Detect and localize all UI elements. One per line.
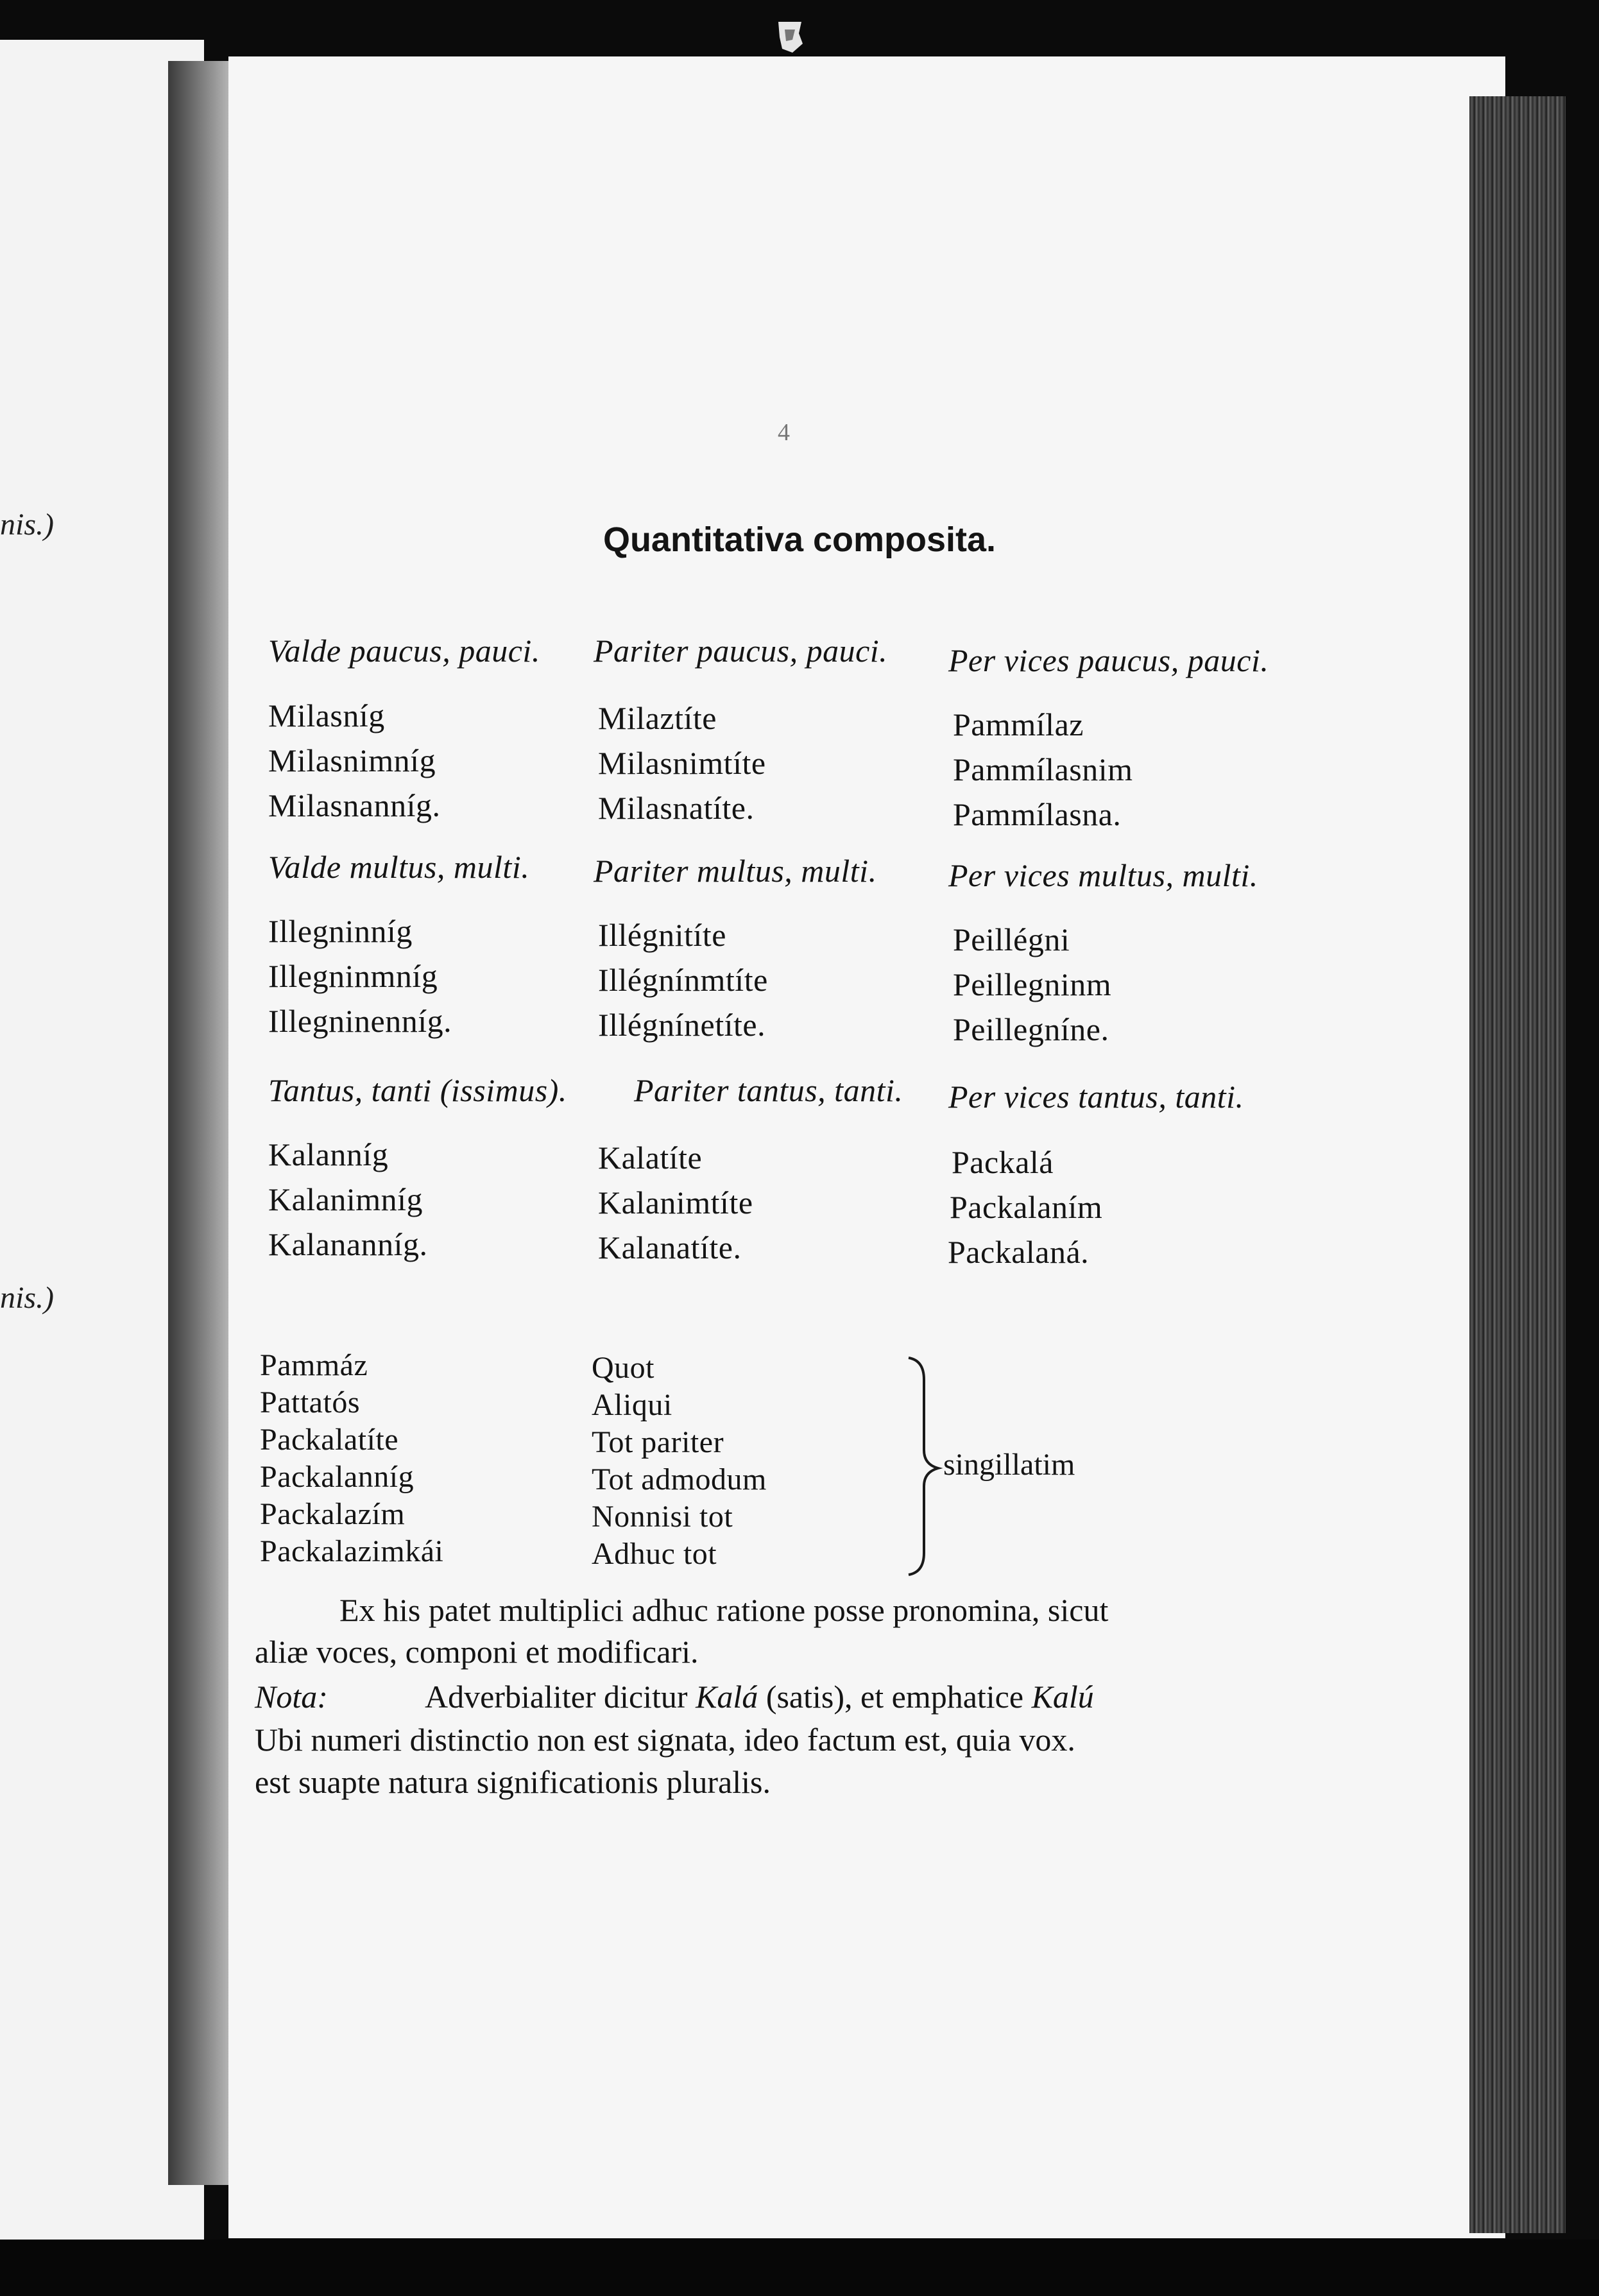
- paragraph-line: Ubi numeri distinctio non est signata, ideo factum est, quia vox.: [255, 1722, 1075, 1758]
- nota-term: Kalú: [1031, 1679, 1094, 1715]
- paragraph-line: aliæ voces, componi et modificari.: [255, 1634, 699, 1670]
- book-page: [228, 56, 1505, 2238]
- page-edges: [1469, 96, 1566, 2233]
- table-cell: Peillegníne.: [953, 1011, 1109, 1047]
- paragraph-line: [255, 1678, 1313, 1715]
- paragraph-line: [255, 1591, 1313, 1629]
- table-cell: Milasnanníg.: [268, 787, 441, 823]
- nota-label: Nota:: [255, 1679, 328, 1715]
- list-item: Pattatós: [260, 1385, 360, 1419]
- section-heading: Tantus, tanti (issimus).: [268, 1072, 567, 1108]
- table-cell: Packalaním: [950, 1189, 1103, 1225]
- list-item: Packalanníg: [260, 1460, 415, 1494]
- table-cell: Kalanatíte.: [598, 1229, 742, 1265]
- table-cell: Kalanimníg: [268, 1181, 423, 1217]
- list-gloss: Quot: [592, 1351, 654, 1385]
- table-cell: Illegninenníg.: [268, 1003, 452, 1039]
- table-cell: Kalanimtíte: [598, 1185, 753, 1221]
- nota-text: (satis), et emphatice: [765, 1679, 1024, 1715]
- table-cell: Milasnimníg: [268, 742, 436, 778]
- bracket-icon: [905, 1354, 943, 1579]
- list-gloss: Aliqui: [592, 1388, 672, 1422]
- table-cell: Milasnimtíte: [598, 745, 766, 781]
- table-cell: Packalaná.: [948, 1234, 1090, 1270]
- section-heading: Pariter multus, multi.: [594, 853, 877, 889]
- section-heading: Pariter tantus, tanti.: [634, 1072, 903, 1108]
- scan-border: [0, 2240, 1599, 2296]
- section-heading: Valde paucus, pauci.: [268, 633, 540, 669]
- nota-text: Adverbialiter dicitur: [425, 1679, 688, 1715]
- bracket-label: singillatim: [943, 1448, 1075, 1482]
- table-cell: Illegninníg: [268, 913, 413, 949]
- binding-clip-icon: [773, 18, 807, 55]
- list-gloss: Adhuc tot: [592, 1537, 717, 1571]
- table-cell: Kalatíte: [598, 1140, 703, 1176]
- table-cell: Milasnatíte.: [598, 790, 755, 826]
- section-heading: Per vices tantus, tanti.: [948, 1079, 1244, 1115]
- list-item: Packalatíte: [260, 1423, 399, 1457]
- page-title-text: Quantitativa composita.: [603, 520, 996, 559]
- list-item: Packalazimkái: [260, 1534, 444, 1568]
- page-number: 4: [778, 419, 790, 446]
- facing-page-fragment: nis.): [0, 1281, 54, 1315]
- table-cell: Pammílasnim: [953, 751, 1133, 787]
- section-heading: Per vices multus, multi.: [948, 857, 1258, 893]
- table-cell: Peillegninm: [953, 966, 1112, 1002]
- facing-page-fragment: nis.): [0, 508, 54, 542]
- table-cell: Kalanníg: [268, 1136, 389, 1172]
- nota-term: Kalá: [696, 1679, 758, 1715]
- table-cell: Illégnitíte: [598, 917, 726, 953]
- section-heading: Valde multus, multi.: [268, 849, 530, 885]
- list-item: Packalazím: [260, 1497, 406, 1531]
- table-cell: Kalananníg.: [268, 1226, 428, 1262]
- table-cell: Milasníg: [268, 698, 385, 733]
- table-cell: Packalá: [952, 1144, 1054, 1180]
- paragraph-line: est suapte natura significationis pluralis.: [255, 1764, 771, 1800]
- list-gloss: Tot pariter: [592, 1425, 724, 1459]
- list-item: Pammáz: [260, 1348, 368, 1382]
- list-gloss: Nonnisi tot: [592, 1500, 733, 1534]
- table-cell: Illégnínmtíte: [598, 962, 768, 998]
- table-cell: Pammílaz: [953, 707, 1084, 742]
- page-title: [0, 520, 1599, 560]
- section-heading: Per vices paucus, pauci.: [948, 642, 1269, 678]
- table-cell: Illegninmníg: [268, 958, 438, 994]
- table-cell: Illégnínetíte.: [598, 1007, 766, 1043]
- section-heading: Pariter paucus, pauci.: [594, 633, 888, 669]
- list-gloss: Tot admodum: [592, 1462, 767, 1496]
- table-cell: Pammílasna.: [953, 796, 1122, 832]
- table-cell: Peillégni: [953, 921, 1070, 957]
- table-cell: Milaztíte: [598, 700, 717, 736]
- paragraph-text: Ex his patet multiplici adhuc ratione posse pronomina, sicut: [339, 1592, 1109, 1628]
